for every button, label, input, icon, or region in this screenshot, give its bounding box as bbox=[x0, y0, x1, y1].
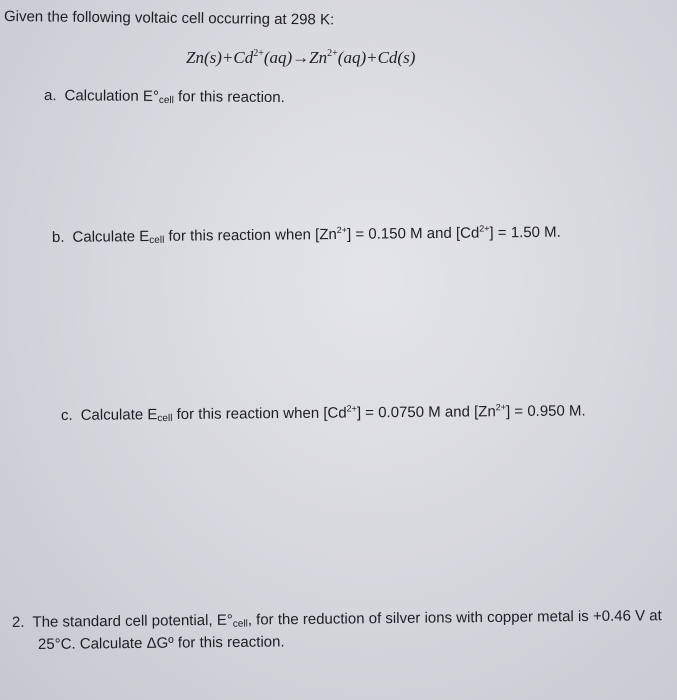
part-c-zn-charge: 2+ bbox=[495, 402, 507, 413]
part-c-text-3: ] = 0.0750 M and [Zn bbox=[356, 403, 496, 422]
part-b-text-4: ] = 1.50 M. bbox=[489, 223, 561, 242]
question-2-line-2: 25°C. Calculate ΔGº for this reaction. bbox=[37, 633, 285, 653]
zn-charge: 2+ bbox=[327, 48, 338, 59]
question-2-text-2: , for the reduction of silver ions with copper metal is +0.46 V at bbox=[247, 607, 662, 629]
equation-aq-1: (aq) bbox=[263, 48, 293, 67]
part-a-subscript: cell bbox=[158, 95, 174, 107]
part-a-text-2: for this reaction. bbox=[173, 88, 285, 107]
part-c-cd-charge: 2+ bbox=[346, 403, 357, 414]
part-c-text-4: ] = 0.950 M. bbox=[505, 402, 586, 421]
part-b-text-2: for this reaction when [Zn bbox=[164, 226, 337, 245]
part-a-text-1: Calculation E° bbox=[64, 87, 159, 106]
part-b-subscript: cell bbox=[149, 234, 165, 246]
part-c bbox=[61, 401, 586, 426]
question-2-subscript: cell bbox=[232, 618, 248, 630]
part-a-label: a. bbox=[43, 87, 57, 105]
part-c-subscript: cell bbox=[157, 413, 173, 425]
part-b-label: b. bbox=[51, 228, 65, 246]
question-2 bbox=[12, 607, 662, 633]
part-c-label: c. bbox=[60, 406, 73, 424]
equation-zn: Zn bbox=[309, 48, 328, 67]
part-b-cd-charge: 2+ bbox=[479, 223, 490, 234]
equation-products: (aq)+Cd(s) bbox=[337, 48, 416, 67]
cell-reaction-equation bbox=[186, 48, 415, 68]
part-b-text-3: ] = 0.150 M and [Cd bbox=[346, 224, 480, 243]
part-b-zn-charge: 2+ bbox=[336, 224, 348, 236]
equation-reactants: Zn(s)+Cd bbox=[186, 48, 254, 67]
question-2-label: 2. bbox=[11, 613, 25, 631]
part-a bbox=[44, 87, 285, 109]
part-b-text-1: Calculate E bbox=[72, 227, 150, 246]
question-2-text-1: The standard cell potential, E° bbox=[32, 611, 233, 631]
intro-text: Given the following voltaic cell occurring at 298 K: bbox=[3, 8, 335, 29]
part-c-text-1: Calculate E bbox=[80, 406, 158, 424]
cd-charge: 2+ bbox=[253, 48, 264, 59]
part-b bbox=[52, 223, 561, 249]
part-c-text-2: for this reaction when [Cd bbox=[172, 404, 347, 424]
reaction-arrow: → bbox=[292, 48, 310, 67]
